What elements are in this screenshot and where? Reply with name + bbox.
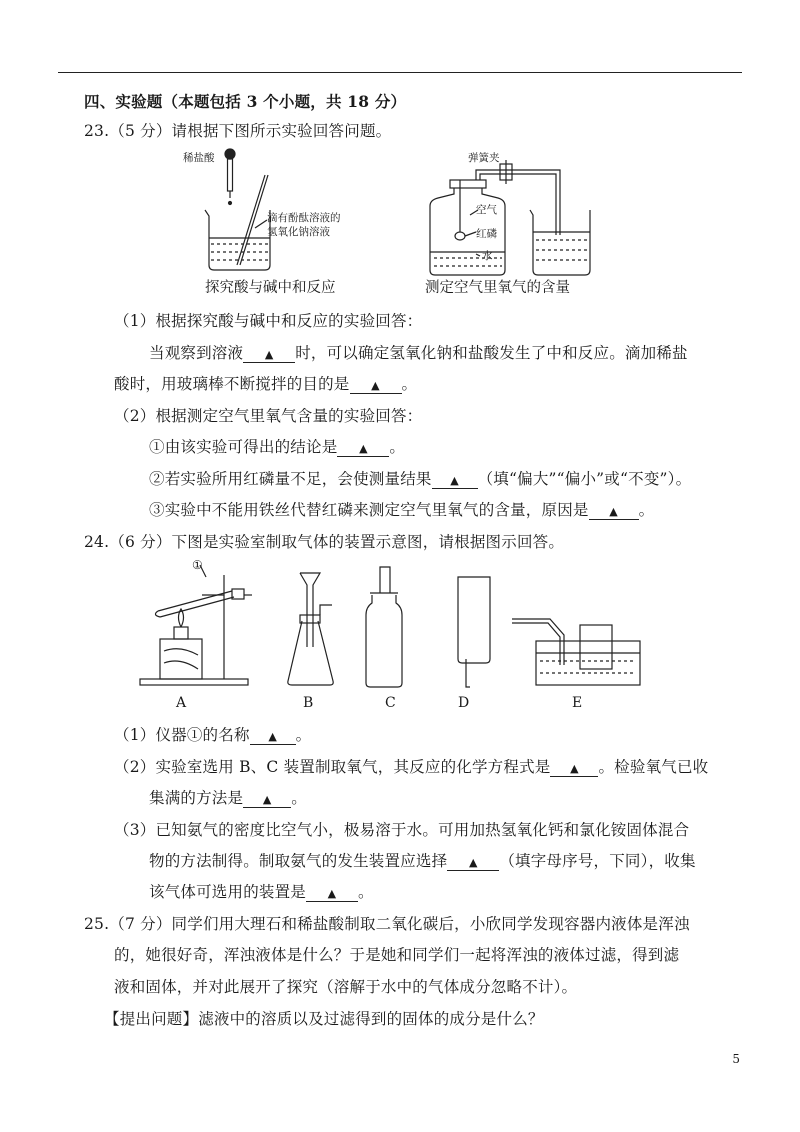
answer-blank[interactable]: ▲ (447, 856, 499, 871)
label-water: 水 (482, 250, 493, 262)
q24-part1: （1）仪器①的名称 ▲ 。 (114, 726, 312, 744)
q24-part2-b: 集满的方法是 ▲ 。 (149, 789, 307, 807)
q23-part2-ii: ②若实验所用红磷量不足，会使测量结果 ▲ （填“偏大”“偏小”或“不变”）。 (149, 470, 692, 488)
q24-stem: 24.（6 分）下图是实验室制取气体的装置示意图，请根据图示回答。 (84, 533, 565, 551)
label-red-phosphorus: 红磷 (476, 228, 497, 240)
q23-stem: 23.（5 分）请根据下图所示实验回答问题。 (84, 122, 392, 140)
q25-line-1: 25.（7 分）同学们用大理石和稀盐酸制取二氧化碳后，小欣同学发现容器内液体是浑浊 (84, 915, 690, 933)
header-rule (58, 72, 742, 73)
apparatus-label-b: B (303, 695, 314, 711)
answer-blank[interactable]: ▲ (306, 887, 358, 902)
apparatus-label-e: E (572, 695, 583, 711)
answer-blank[interactable]: ▲ (243, 793, 291, 808)
q25-line-3: 液和固体，并对此展开了探究（溶解于水中的气体成分忽略不计）。 (114, 978, 578, 996)
label-naoh-solution: 氢氧化钠溶液 (267, 226, 330, 238)
q24-part3-b: 物的方法制得。制取氨气的发生装置应选择 ▲ （填字母序号，下同），收集 (149, 852, 696, 870)
answer-blank[interactable]: ▲ (337, 442, 389, 457)
label-spring-clamp: 弹簧夹 (468, 152, 500, 164)
answer-blank[interactable]: ▲ (243, 348, 295, 363)
q23-part2-iii: ③实验中不能用铁丝代替红磷来测定空气里氧气的含量，原因是 ▲ 。 (149, 501, 655, 519)
gas-apparatus-illustration (140, 555, 640, 715)
oxygen-apparatus-illustration (420, 140, 610, 280)
answer-blank[interactable]: ▲ (550, 762, 598, 777)
figure-neutralization (175, 140, 375, 296)
answer-blank[interactable]: ▲ (589, 505, 639, 520)
label-dilute-hcl: 稀盐酸 (183, 152, 215, 164)
page-number: 5 (732, 1052, 740, 1066)
label-air: 空气 (476, 204, 497, 216)
figure-gas-apparatus (140, 555, 640, 715)
q24-part3-a: （3）已知氨气的密度比空气小，极易溶于水。可用加热氢氧化钙和氯化铵固体混合 (114, 821, 690, 839)
q25-line-2: 的，她很好奇，浑浊液体是什么？于是她和同学们一起将浑浊的液体过滤，得到滤 (114, 946, 680, 964)
apparatus-label-a: A (176, 695, 187, 711)
q23-part2-title: （2）根据测定空气里氧气含量的实验回答： (114, 407, 423, 425)
q23-part1-line-a: 当观察到溶液 ▲ 时，可以确定氢氧化钠和盐酸发生了中和反应。滴加稀盐 (149, 344, 688, 362)
answer-blank[interactable]: ▲ (432, 474, 478, 489)
q23-part2-i: ①由该实验可得出的结论是 ▲ 。 (149, 438, 406, 456)
apparatus-label-d: D (458, 695, 470, 711)
marker-instrument-1: ① (192, 558, 203, 572)
label-phenolphthalein-solution: 滴有酚酞溶液的 (267, 212, 341, 224)
caption-neutralization: 探究酸与碱中和反应 (205, 280, 336, 296)
answer-blank[interactable]: ▲ (250, 730, 296, 745)
q23-part1-line-b: 酸时，用玻璃棒不断搅拌的目的是 ▲ 。 (114, 375, 418, 393)
apparatus-label-c: C (385, 695, 396, 711)
q24-part3-c: 该气体可选用的装置是 ▲ 。 (149, 883, 374, 901)
q24-part2-a: （2）实验室选用 B、C 装置制取氧气，其反应的化学方程式是 ▲ 。检验氧气已收 (114, 758, 709, 776)
section-header: 四、实验题（本题包括 3 个小题，共 18 分） (84, 92, 407, 111)
q25-line-4: 【提出问题】滤液中的溶质以及过滤得到的固体的成分是什么？ (104, 1010, 544, 1028)
answer-blank[interactable]: ▲ (350, 379, 402, 394)
q23-part1-title: （1）根据探究酸与碱中和反应的实验回答： (114, 312, 423, 330)
caption-oxygen-content: 测定空气里氧气的含量 (425, 280, 570, 296)
figure-oxygen-content (420, 140, 610, 296)
